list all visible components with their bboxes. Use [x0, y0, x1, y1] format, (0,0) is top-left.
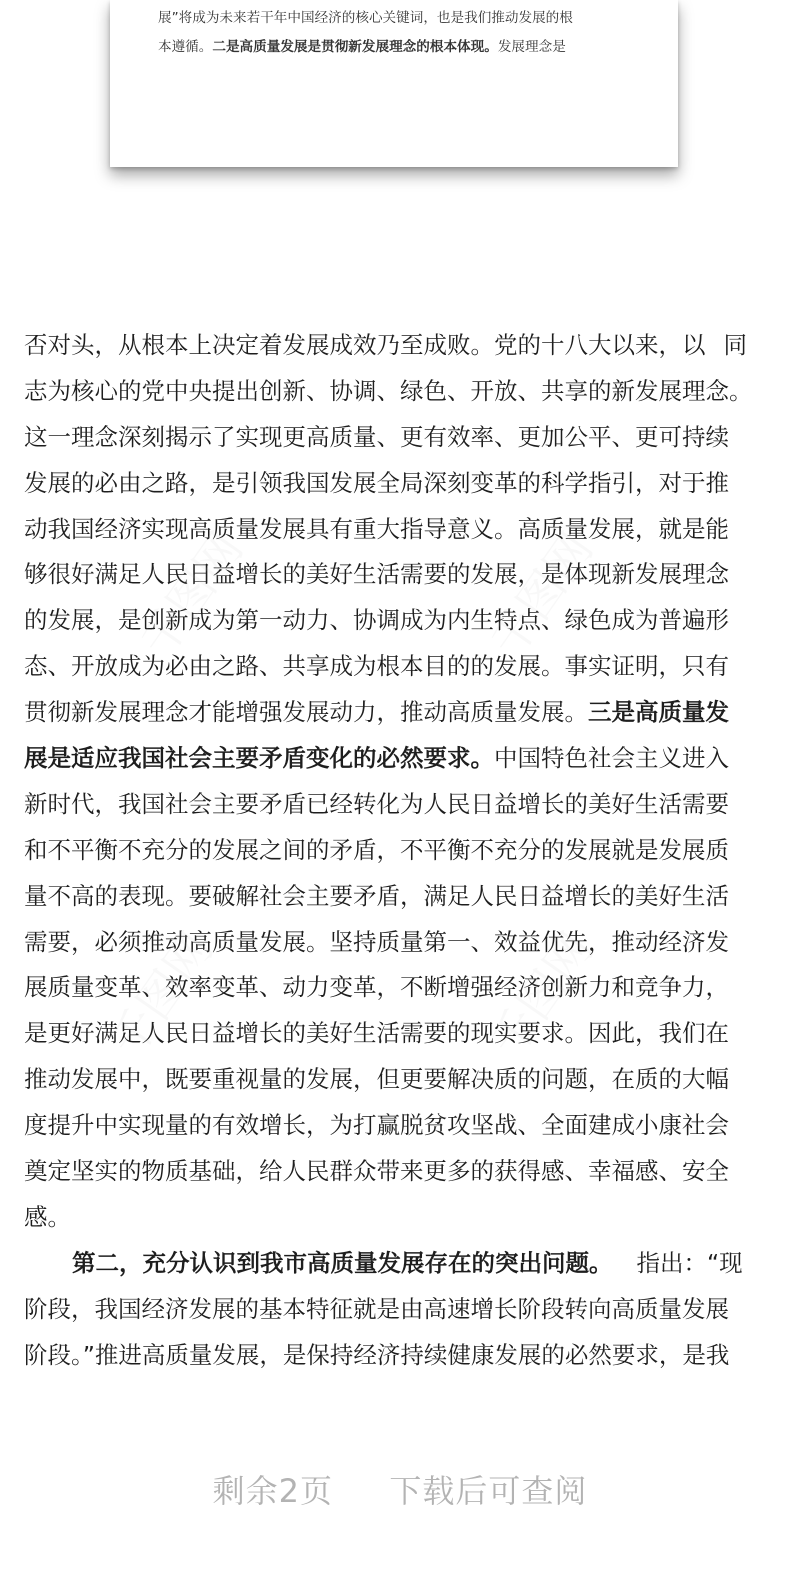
paragraph-line: 够很好满足人民日益增长的美好生活需要的发展，是体现新发展理念: [24, 560, 729, 589]
preview-page-card: [110, 0, 678, 167]
document-body: [24, 323, 776, 1378]
download-prompt[interactable]: [0, 1466, 800, 1512]
paragraph-line: 阶段。”推进高质量发展，是保持经济持续健康发展的必然要求，是我: [24, 1340, 730, 1369]
text-run: 指出：“现: [636, 1248, 743, 1277]
paragraph-line: 新时代，我国社会主要矛盾已经转化为人民日益增长的美好生活需要: [24, 789, 729, 818]
watermark: 千图网: [129, 522, 254, 667]
paragraph-line: 推动发展中，既要重视量的发展，但更要解决质的问题，在质的大幅: [24, 1065, 729, 1094]
text-run: 同: [723, 331, 747, 359]
watermark: 千图网: [479, 922, 604, 1067]
watermark: 千图网: [99, 922, 224, 1067]
paragraph-line: 是更好满足人民日益增长的美好生活需要的现实要求。因此，我们在: [24, 1019, 729, 1048]
section-heading: 第二，充分认识到我市高质量发展存在的突出问题。: [72, 1248, 613, 1277]
paragraph-line: [24, 736, 776, 782]
paragraph-line: 态、开放成为必由之路、共享成为根本目的的发展。事实证明，只有: [24, 652, 729, 681]
paragraph-line: 度提升中实现量的有效增长，为打赢脱贫攻坚战、全面建成小康社会: [24, 1111, 729, 1140]
paragraph-line: 展质量变革、效率变革、动力变革，不断增强经济创新力和竞争力，: [24, 973, 729, 1002]
download-to-view-label: 下载后可查阅: [389, 1472, 588, 1510]
paragraph-line: 动我国经济实现高质量发展具有重大指导意义。高质量发展，就是能: [24, 514, 729, 543]
paragraph-line: 发展的必由之路，是引领我国发展全局深刻变革的科学指引，对于推: [24, 468, 729, 497]
bold-heading: 三是高质量发: [588, 698, 729, 727]
paragraph-line: [24, 690, 776, 736]
text-run: 否对头，从根本上决定着发展成效乃至成败。党的十八大以来，以: [24, 331, 706, 359]
paragraph-line: 这一理念深刻揭示了实现更高质量、更有效率、更加公平、更可持续: [24, 422, 729, 451]
preview-line: 展”将成为未来若干年中国经济的核心关键词，也是我们推动发展的根: [158, 10, 573, 26]
text-run: 贯彻新发展理念才能增强发展动力，推动高质量发展。: [24, 698, 588, 727]
paragraph-line: 志为核心的党中央提出创新、协调、绿色、开放、共享的新发展理念。: [24, 376, 753, 405]
paragraph-line: 和不平衡不充分的发展之间的矛盾，不平衡不充分的发展就是发展质: [24, 835, 729, 864]
paragraph-line: 的发展，是创新成为第一动力、协调成为内生特点、绿色成为普遍形: [24, 606, 729, 635]
preview-text: [158, 4, 640, 62]
paragraph-line: [24, 1241, 776, 1287]
remaining-pages-label: 剩余2页: [212, 1472, 333, 1510]
paragraph-line: 量不高的表现。要破解社会主要矛盾，满足人民日益增长的美好生活: [24, 881, 729, 910]
paragraph-line: 阶段，我国经济发展的基本特征就是由高速增长阶段转向高质量发展: [24, 1294, 729, 1323]
paragraph-line: 感。: [24, 1202, 71, 1231]
preview-text-run: 本遵循。: [158, 39, 213, 55]
paragraph-line: [24, 323, 776, 369]
text-run: 中国特色社会主义进入: [494, 744, 729, 773]
preview-bold-heading: 二是高质量发展是贯彻新发展理念的根本体现。: [212, 39, 498, 55]
paragraph-line: 需要，必须推动高质量发展。坚持质量第一、效益优先，推动经济发: [24, 927, 729, 956]
preview-line: [158, 33, 640, 62]
watermark: 千图网: [479, 522, 604, 667]
bold-heading: 展是适应我国社会主要矛盾变化的必然要求。: [24, 744, 494, 773]
paragraph-line: 奠定坚实的物质基础，给人民群众带来更多的获得感、幸福感、安全: [24, 1157, 729, 1186]
preview-text-run: 发展理念是: [497, 39, 566, 55]
